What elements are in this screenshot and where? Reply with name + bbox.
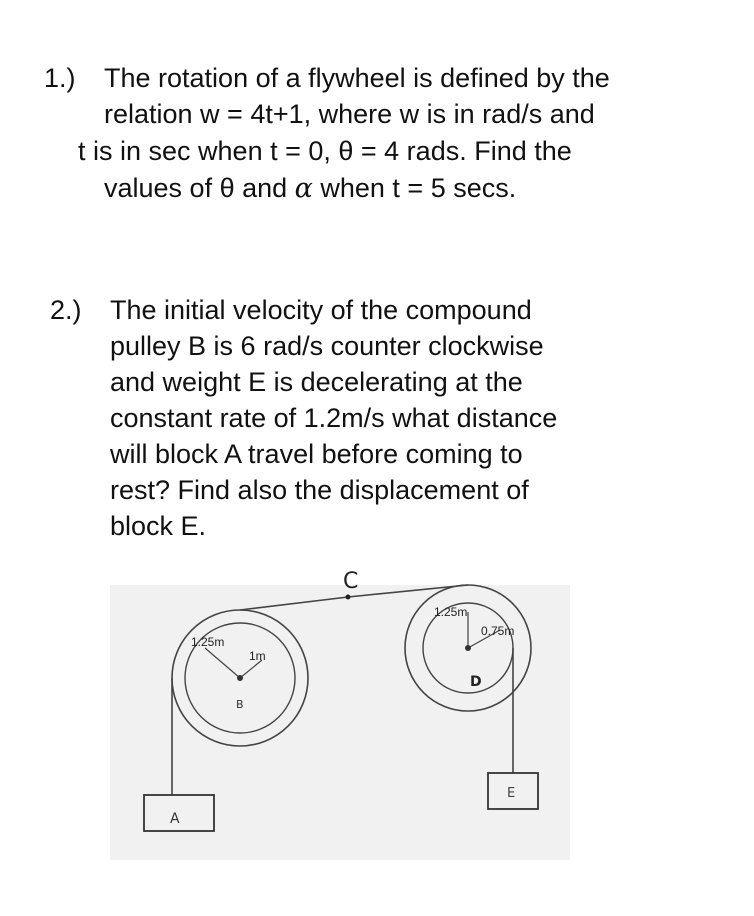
problem-2-line-6: rest? Find also the displacement of (110, 475, 529, 505)
problem-1-line-4a: values of θ and (104, 173, 295, 203)
problem-1-line-2: relation w = 4t+1, where w is in rad/s and (104, 99, 595, 129)
problem-2-line-4: constant rate of 1.2m/s what distance (110, 403, 558, 433)
pulley-b-hub (237, 675, 243, 681)
pulley-b-center-label: B (236, 698, 244, 711)
problem-1-line-3: t is in sec when t = 0, θ = 4 rads. Find the (78, 136, 572, 166)
problem-2-line-7: block E. (110, 511, 207, 541)
problem-2-number: 2.) (50, 295, 82, 325)
pulley-b-outer-label: 1.25m (191, 635, 225, 649)
alpha-symbol: α (294, 173, 313, 204)
problem-1-line-1: The rotation of a flywheel is defined by the (104, 63, 610, 93)
problem-2-line-3: and weight E is decelerating at the (110, 367, 523, 397)
problem-2-line-1: The initial velocity of the compound (110, 295, 532, 325)
pulley-d-hub (465, 645, 471, 651)
pulley-b-inner-label: 1m (249, 649, 266, 663)
problem-2-line-5: will block A travel before coming to (110, 439, 523, 469)
problem-1-line-4b: when t = 5 secs. (312, 173, 517, 203)
point-c-marker (346, 595, 351, 600)
problem-2-line-2: pulley B is 6 rad/s counter clockwise (110, 331, 544, 361)
problem-1-number: 1.) (44, 63, 76, 93)
point-c-label: C (343, 569, 359, 594)
block-a-label: A (170, 811, 180, 827)
pulley-d-outer-label: 1.25m (434, 605, 468, 619)
pulley-d-center-label: D (470, 674, 482, 690)
pulley-d-inner-label: 0.75m (481, 624, 515, 638)
block-e-label: E (507, 786, 516, 801)
